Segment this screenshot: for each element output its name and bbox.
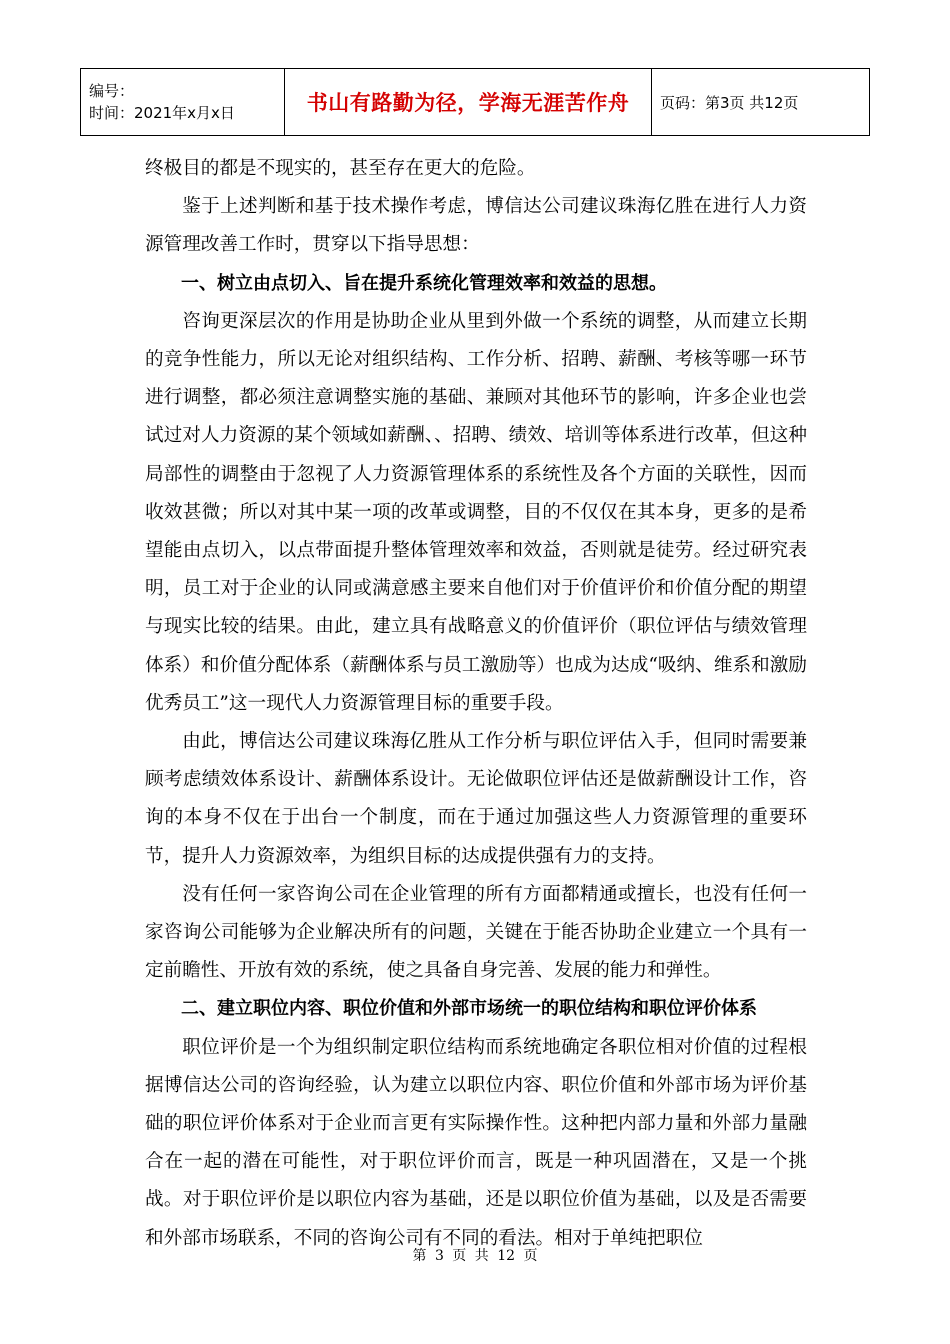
header-page-label: 页码：第3页 共12页 (660, 93, 799, 112)
paragraph: 咨询更深层次的作用是协助企业从里到外做一个系统的调整，从而建立长期的竞争性能力，所以无论对组织结构、工作分析、招聘、薪酬、考核等哪一环节进行调整，都必须注意调整实施的基础、兼顾对其他环节的影响，许多企业也尝试过对人力资源的某个领域如薪酬、、招聘、绩效、培训等体系进行改革，但这种局部性的调整由于忽视了人力资源管理体系的系统性及各个方面的关联性，因而收效甚微；所以对其中某一项的改革或调整，目的不仅仅在其本身，更多的是希望能由点切入，以点带面提升整体管理效率和效益，否则就是徒劳。经过研究表明，员工对于企业的认同或满意感主要来自他们对于价值评价和价值分配的期望与现实比较的结果。由此，建立具有战略意义的价值评价（职位评估与绩效管理体系）和价值分配体系（薪酬体系与员工激励等）也成为达成“吸纳、维系和激励优秀员工”这一现代人力资源管理目标的重要手段。 (145, 310, 807, 714)
paragraph: 由此，博信达公司建议珠海亿胜从工作分析与职位评估入手，但同时需要兼顾考虑绩效体系设计、薪酬体系设计。无论做职位评估还是做薪酬设计工作，咨询的本身不仅在于出台一个制度，而在于通过加强这些人力资源管理的重要环节，提升人力资源效率，为组织目标的达成提供强有力的支持。 (145, 731, 807, 867)
header-page-cell (652, 69, 870, 136)
section-heading: 二、建立职位内容、职位价值和外部市场统一的职位结构和职位评价体系 (181, 998, 757, 1020)
page-footer: 第 3 页 共 12 页 (412, 1248, 538, 1264)
document-body (145, 150, 807, 1258)
document-date-label: 时间：2021年x月x日 (89, 104, 235, 122)
document-header (80, 68, 870, 136)
paragraph: 终极目的都是不现实的，甚至存在更大的危险。 (145, 158, 536, 179)
header-meta-cell (81, 69, 285, 136)
paragraph: 职位评价是一个为组织制定职位结构而系统地确定各职位相对价值的过程根据博信达公司的咨询经验，认为建立以职位内容、职位价值和外部市场为评价基础的职位评价体系对于企业而言更有实际操作性。这种把内部力量和外部力量融合在一起的潜在可能性，对于职位评价而言，既是一种巩固潜在，又是一个挑战。对于职位评价是以职位内容为基础，还是以职位价值为基础，以及是否需要和外部市场联系，不同的咨询公司有不同的看法。相对于单纯把职位 (145, 1036, 807, 1249)
paragraph: 鉴于上述判断和基于技术操作考虑，博信达公司建议珠海亿胜在进行人力资源管理改善工作时，贯穿以下指导思想： (145, 196, 807, 256)
paragraph: 没有任何一家咨询公司在企业管理的所有方面都精通或擅长，也没有任何一家咨询公司能够为企业解决所有的问题，关键在于能否协助企业建立一个具有一定前瞻性、开放有效的系统，使之具备自身完善、发展的能力和弹性。 (145, 883, 807, 982)
section-heading: 一、树立由点切入、旨在提升系统化管理效率和效益的思想。 (181, 272, 667, 294)
header-motto-cell (285, 69, 652, 136)
header-motto: 书山有路勤为径，学海无涯苦作舟 (306, 91, 630, 115)
document-number-label: 编号： (89, 82, 135, 100)
